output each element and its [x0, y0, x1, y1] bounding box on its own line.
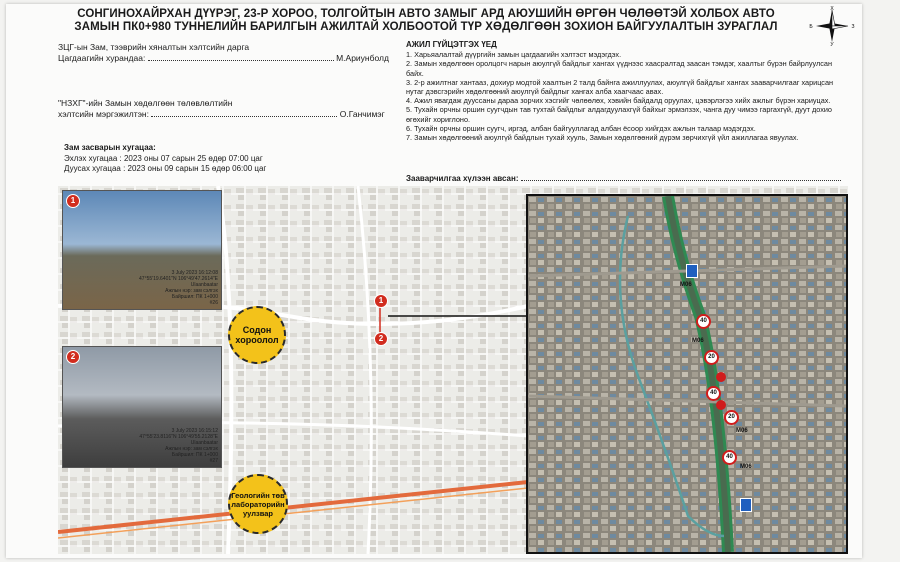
speed-limit-sign: 40: [722, 450, 737, 465]
caption-line: 3 July 2023 16:15:12: [171, 428, 218, 434]
area-label: Геологийн төв лабораторийн уулзвар: [231, 490, 285, 518]
no-entry-sign-icon: [716, 400, 726, 410]
caption-line: Ажлын нэр: зам сэлгэх: [165, 288, 218, 294]
police-signature-line: [148, 60, 334, 61]
document-title: [66, 8, 786, 34]
speed-limit-sign: 20: [724, 410, 739, 425]
area-marker-sodon: [228, 306, 286, 364]
instruction-item: 5. Тухайн орчны оршин суугчдын тав тухтай байдлыг алдагдуулахгүй байхыг эрмэлзэх, чанга дуу чимээ гаргахгүй, дуут дохио өгөхийг хориглоно.: [406, 105, 832, 124]
area-marker-geology-lab: [228, 474, 288, 534]
speed-limit-sign: 40: [696, 314, 711, 329]
caption-line: #26: [209, 300, 218, 306]
caption-line: Ulaanbaatar: [190, 282, 218, 288]
photo-1-badge: 1: [66, 194, 80, 208]
caption-line: #27: [209, 458, 218, 464]
received-signature-line: [521, 180, 841, 181]
no-entry-sign-icon: [716, 372, 726, 382]
instructions-received: [406, 174, 841, 183]
site-photo-2: [62, 346, 222, 468]
caption-line: 47°55'19.6401"N 106°49'47.2614"E: [139, 276, 218, 282]
police-dept-title: ЗЦГ-ын Зам, тээврийн хяналтын хэлтсийн дарга: [58, 42, 250, 52]
area-label: Содон хороолол: [235, 325, 279, 345]
instruction-item: 2. Замын хөдөлгөөн оролцогч нарын аюулгүй байдлыг хангах үүднээс хаасралтад заасан тэмдэг, хаалтыг бүрэн байрлуулсан байх.: [406, 59, 832, 78]
traffic-info-sign-icon: [740, 498, 752, 512]
instruction-item: 7. Замын хөдөлгөөний аюулгүй байдлын тухай хууль, Замын хөдөлгөөний дүрэм зөрчихгүй үйл ажиллагаа явуулах.: [406, 133, 799, 143]
location-point-1: 1: [374, 294, 388, 308]
compass-east: З: [851, 24, 855, 30]
police-officer-name: М.Ариунболд: [336, 53, 389, 63]
traffic-info-sign-icon: [686, 264, 698, 278]
road-label: M06: [736, 428, 748, 434]
compass-north: Х: [830, 6, 834, 12]
instruction-item: 3. 2-р ажилтнаг хантааз, дохиур модтой хаалтын 2 талд байнга ажиллуулах, аюулгүй байдлыг хангах зааварчилгааг харицсан нутаг дэвсгэрийн хөдөлгөөний аюулгүй байдлыг хангах алба хаагчаас авах.: [406, 77, 834, 97]
work-schedule: [64, 143, 266, 175]
caption-line: Байршил: ПК 1+000: [171, 452, 218, 458]
road-label: M06: [740, 464, 752, 470]
police-rank-label: Цагдаагийн хурандаа:: [58, 53, 146, 63]
schedule-end: Дуусах хугацаа : 2023 оны 09 сарын 15 өдөр 06:00 цаг: [64, 164, 267, 173]
compass-south: У: [830, 42, 834, 46]
road-label: M06: [680, 282, 692, 288]
work-instructions: [406, 40, 846, 142]
photo-2-caption: [139, 428, 218, 464]
photo-2-badge: 2: [66, 350, 80, 364]
schedule-start: Эхлэх хугацаа : 2023 оны 07 сарын 25 өдөр 07:00 цаг: [64, 153, 263, 163]
traffic-specialist-label: хэлтсийн мэргэжилтэн:: [58, 109, 149, 119]
photo-1-caption: [139, 270, 218, 306]
caption-line: 47°55'23.8116"N 106°49'55.2128"E: [139, 434, 218, 440]
caption-line: Ulaanbaatar: [190, 440, 218, 446]
instruction-item: 1. Харьяалалтай дүүргийн замын цагдаагийн хэлтэст мэдэгдэх.: [406, 50, 622, 60]
signature-block-traffic: [58, 98, 385, 120]
received-label: Зааварчилгаа хүлээн авсан:: [406, 174, 519, 183]
instruction-item: 6. Тухайн орчны оршин суугч, иргэд, албан байгууллагад албан ёсоор хийгдэх ажлын талаар мэдэгдэх.: [406, 123, 756, 133]
traffic-specialist-name: О.Ганчимэг: [339, 109, 385, 119]
location-point-2: 2: [374, 332, 388, 346]
caption-line: Байршил: ПК 1+000: [171, 294, 218, 300]
site-photo-1: [62, 190, 222, 310]
satellite-detail-view: [526, 194, 848, 554]
title-line-1: СОНГИНОХАЙРХАН ДҮҮРЭГ, 23-Р ХОРОО, ТОЛГОЙТЫН АВТО ЗАМЫГ АРД АЮУШИЙН ӨРГӨН ЧӨЛӨӨТЭЙ ХОЛБОХ АВТО: [77, 8, 775, 20]
traffic-dept-title: "НЗХГ"-ийн Замын хөдөлгөөн төлөвлөлтийн: [58, 98, 233, 108]
speed-limit-sign: 40: [706, 386, 721, 401]
plan-sheet: [6, 4, 862, 558]
signature-block-police: [58, 42, 389, 64]
road-label: M06: [692, 338, 704, 344]
instructions-heading: АЖИЛ ГҮЙЦЭТГЭХ ҮЕД: [406, 40, 497, 49]
title-line-2: ЗАМЫН ПК0+980 ТУННЕЛИЙН БАРИЛГЫН АЖИЛТАЙ ХОЛБООТОЙ ТҮР ХӨДӨЛГӨӨН ЗОХИОН БАЙГУУЛАЛТЫН ЗУРАГЛАЛ: [74, 21, 778, 33]
compass-west: Б: [809, 24, 813, 30]
caption-line: Ажлын нэр: зам сэлгэх: [165, 446, 218, 452]
instruction-item: 4. Ажил явагдаж дууссаны дараа зорчих хэсгийг чөлөөлөх, хэвийн байдалд оруулах, цэвэрлэгээ хийх ажлыг бүрэн хариуцах.: [406, 96, 831, 106]
satellite-imagery: [528, 196, 846, 552]
location-map: [58, 186, 848, 554]
traffic-signature-line: [151, 116, 337, 117]
speed-limit-sign: 20: [704, 350, 719, 365]
caption-line: 3 July 2023 16:12:08: [171, 270, 218, 276]
schedule-heading: Зам засварын хугацаа:: [64, 143, 156, 152]
